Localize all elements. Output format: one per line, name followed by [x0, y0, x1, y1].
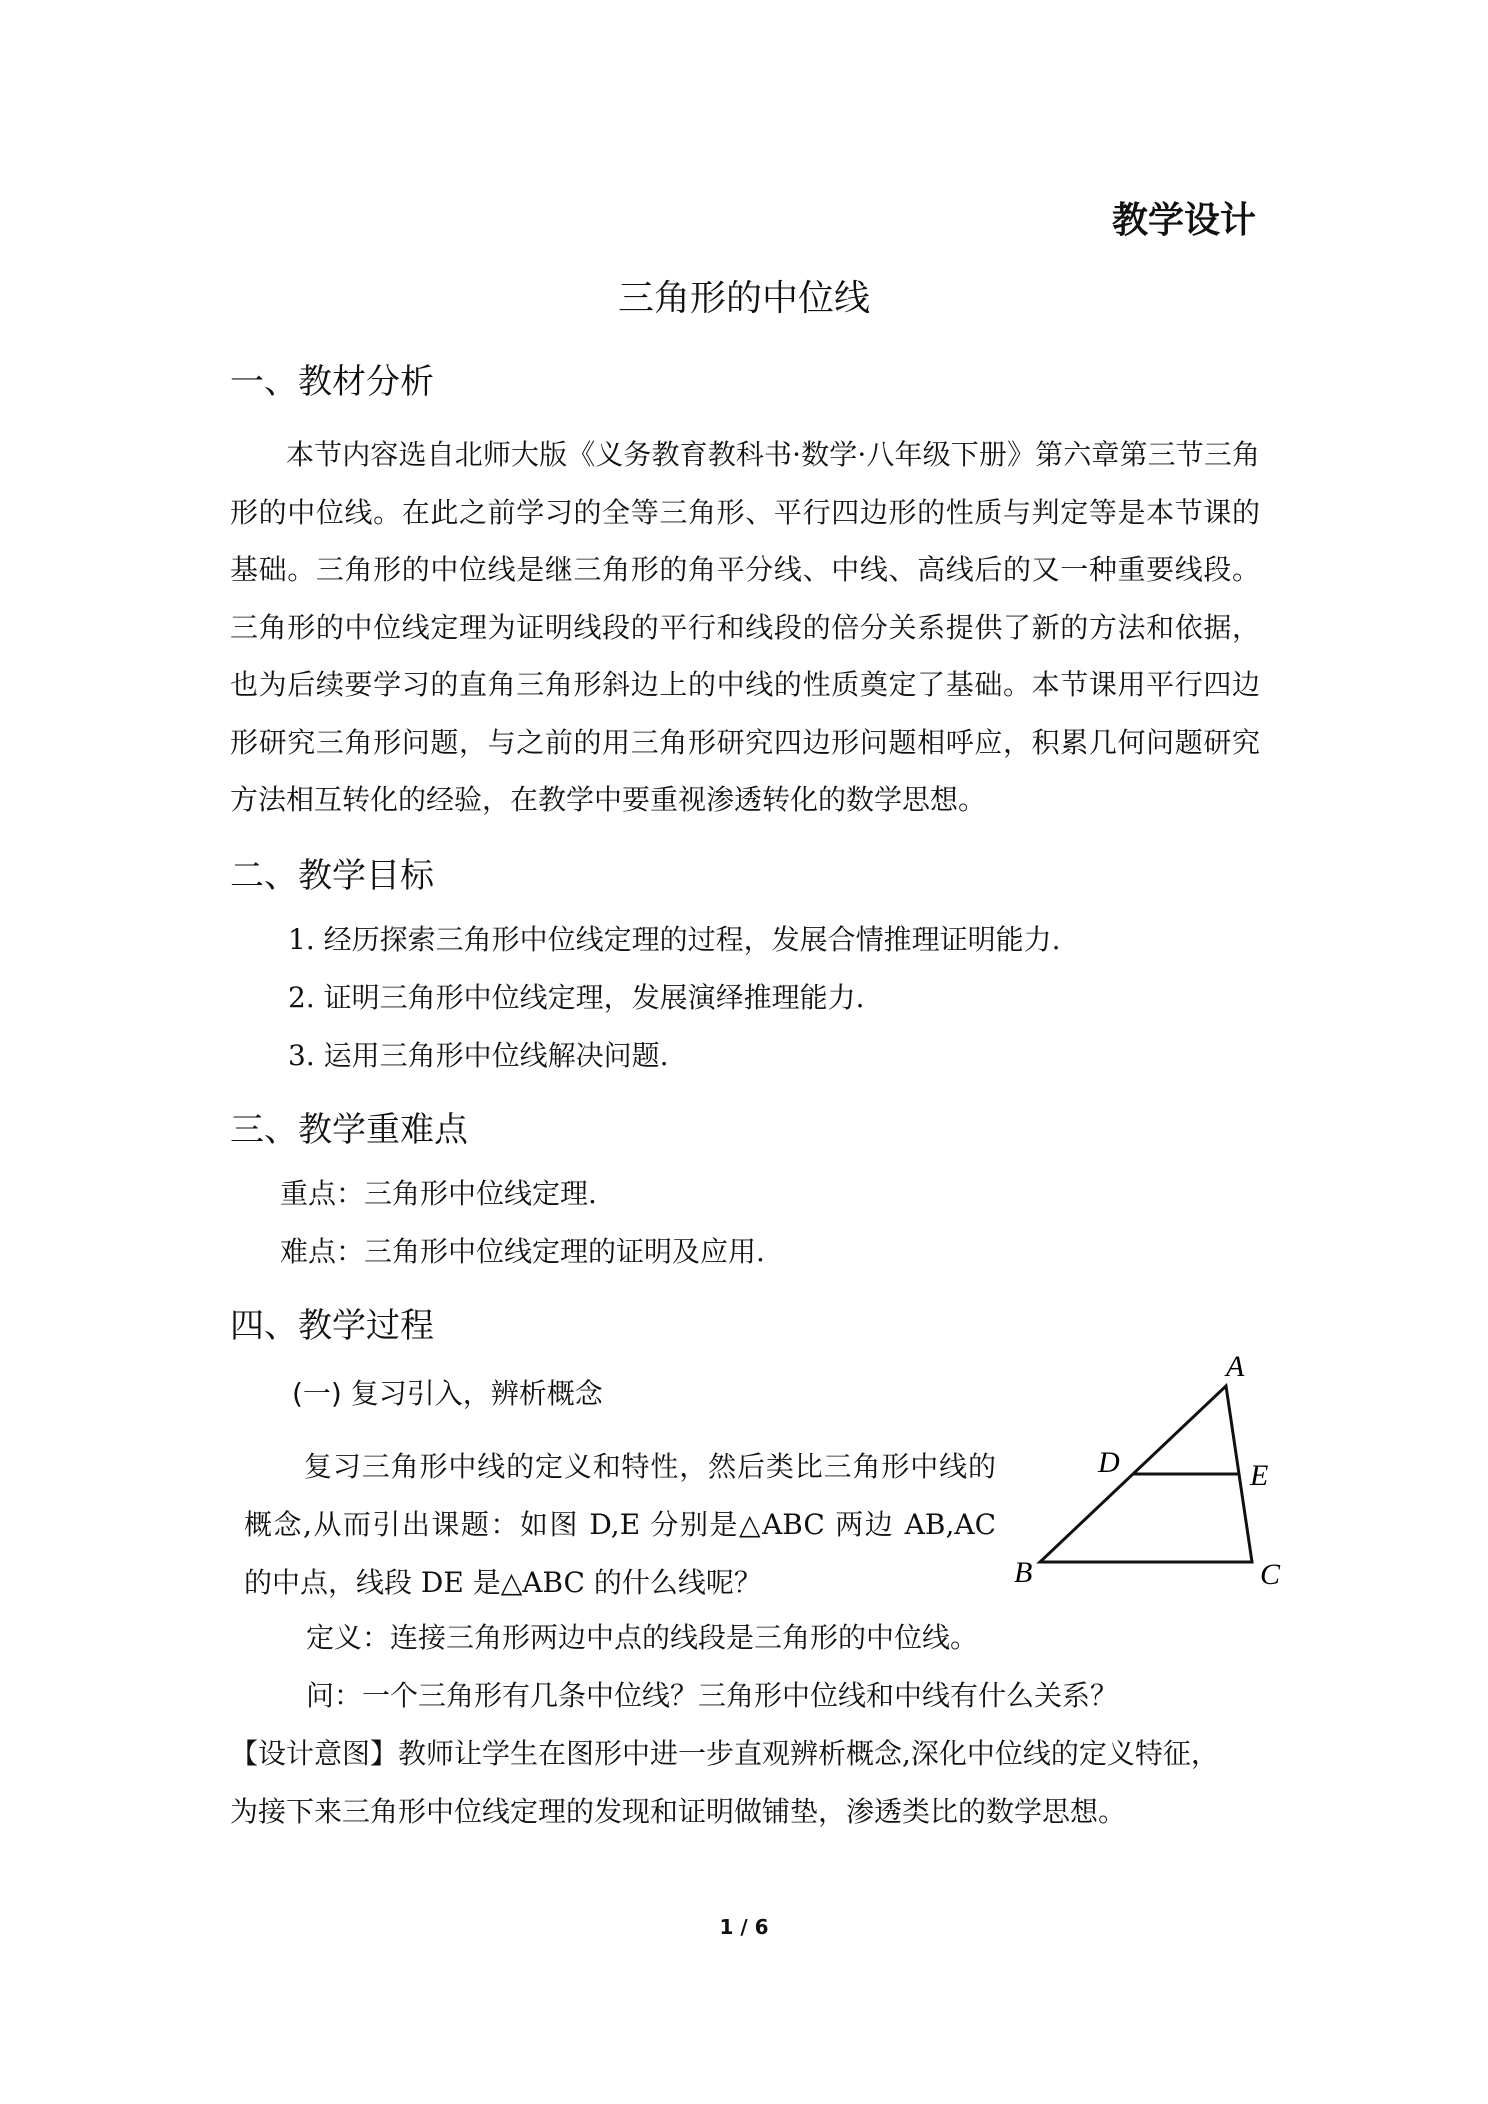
goal-item-3: 3. 运用三角形中位线解决问题. [288, 1039, 669, 1072]
triangle-figure [1010, 1350, 1310, 1600]
section-heading-process: 四、教学过程 [230, 1306, 434, 1346]
label-e: E [1250, 1459, 1269, 1492]
design-intent-line-1: 【设计意图】教师让学生在图形中进一步直观辨析概念,深化中位线的定义特征， [230, 1737, 1219, 1770]
section-heading-key-points: 三、教学重难点 [230, 1110, 468, 1150]
intro-paragraph: 复习三角形中线的定义和特性，然后类比三角形中线的概念,从而引出课题：如图 D,E 分别是△ABC 两边 AB,AC 的中点，线段 DE 是△ABC 的什么线呢？ [244, 1450, 996, 1599]
design-intent-line-2: 为接下来三角形中位线定理的发现和证明做铺垫，渗透类比的数学思想。 [230, 1795, 1127, 1828]
goal-item-1: 1. 经历探索三角形中位线定理的过程，发展合情推理证明能力. [288, 923, 1061, 956]
label-d: D [1098, 1446, 1120, 1479]
question-text: 问：一个三角形有几条中位线？三角形中位线和中线有什么关系？ [306, 1679, 1119, 1712]
section-heading-goals: 二、教学目标 [230, 856, 434, 896]
label-c: C [1260, 1558, 1281, 1591]
goal-item-2: 2. 证明三角形中位线定理，发展演绎推理能力. [288, 981, 865, 1014]
difficulty-text: 难点：三角形中位线定理的证明及应用. [280, 1235, 765, 1268]
page-title: 三角形的中位线 [617, 278, 870, 319]
section-heading-analysis: 一、教材分析 [230, 362, 434, 402]
page-number: 1 / 6 [719, 1915, 769, 1939]
subsection-heading: (一) 复习引入，辨析概念 [292, 1377, 603, 1410]
analysis-paragraph: 本节内容选自北师大版《义务教育教科书·数学·八年级下册》第六章第三节三角形的中位线。在此之前学习的全等三角形、平行四边形的性质与判定等是本节课的基础。三角形的中位线是继三角形的角平分线、中线、高线后的又一种重要线段。三角形的中位线定理为证明线段的平行和线段的倍分关系提供了新的方法和依据，也为后续要学习的直角三角形斜边上的中线的性质奠定了基础。本节课用平行四边形研究三角形问题，与之前的用三角形研究四边形问题相呼应，积累几何问题研究方法相互转化的经验，在教学中要重视渗透转化的数学思想。 [230, 438, 1260, 816]
definition-text: 定义：连接三角形两边中点的线段是三角形的中位线。 [306, 1621, 979, 1654]
label-a: A [1226, 1350, 1245, 1383]
document-type: 教学设计 [1111, 200, 1256, 241]
label-b: B [1014, 1556, 1033, 1589]
focus-text: 重点：三角形中位线定理. [280, 1177, 597, 1210]
